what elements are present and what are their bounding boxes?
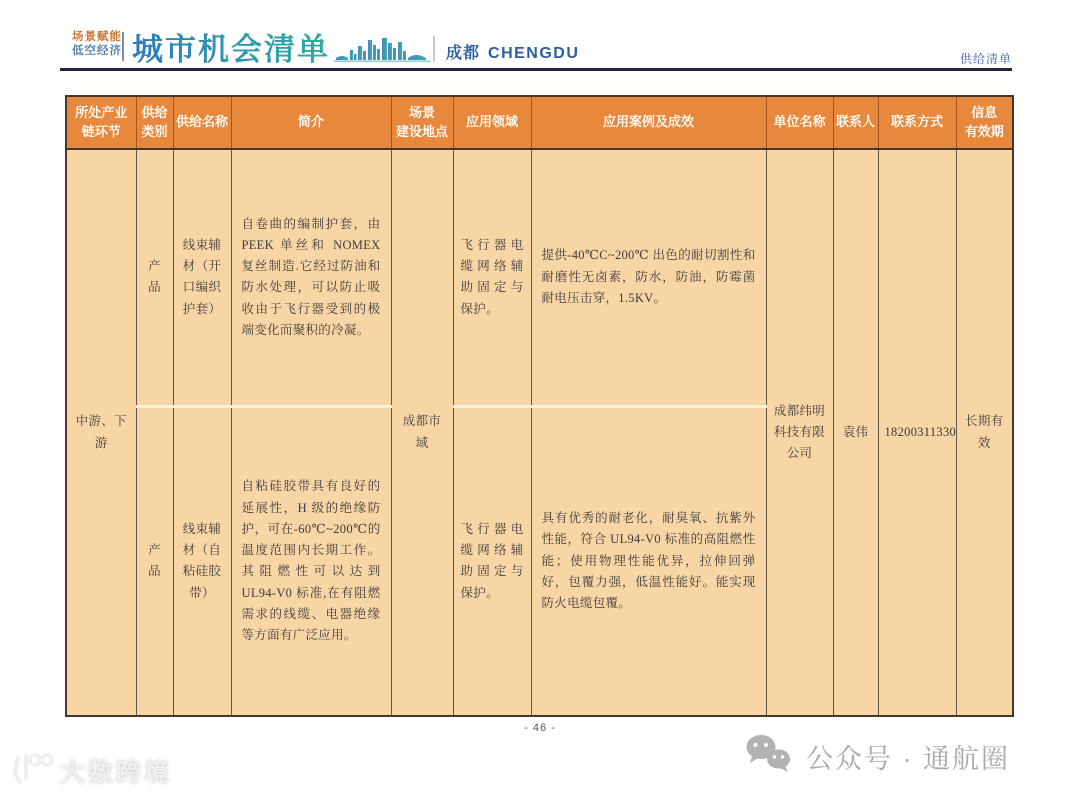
cell-contact-person: 袁伟	[833, 149, 878, 716]
col-header-application-field: 应用领域	[453, 96, 531, 149]
col-header-supply-category: 供给 类别	[136, 96, 173, 149]
col-header-supply-name: 供给名称	[173, 96, 231, 149]
brand-tagline-line1: 场景赋能	[72, 31, 122, 43]
brand-tagline	[72, 30, 122, 58]
cell-intro-row1: 自卷曲的编制护套，由 PEEK 单丝和 NOMEX 复丝制造.它经过防油和防水处理，可以防止吸收由于飞行器受到的极端变化而聚积的冷凝。	[231, 149, 391, 406]
col-header-application-case: 应用案例及成效	[531, 96, 766, 149]
watermark	[8, 748, 172, 793]
cell-supply-name-row1: 线束辅材（开口编织护套）	[173, 149, 231, 406]
list-type-label: 供给清单	[959, 52, 1012, 66]
header-rule	[60, 68, 1012, 71]
city-divider	[433, 36, 435, 62]
table-row	[66, 149, 1013, 406]
watermark-text: 大数跨境	[60, 758, 173, 787]
page-number: - 46 -	[524, 722, 556, 734]
table-header-row	[66, 96, 1013, 149]
cell-category-row1: 产品	[136, 149, 173, 406]
cell-industry-chain: 中游、下游	[66, 149, 136, 716]
city-name-en: CHENGDU	[488, 45, 580, 62]
col-header-contact-person: 联系人	[833, 96, 878, 149]
opportunity-table	[65, 95, 1014, 717]
page-title: 城市机会清单	[132, 24, 330, 69]
brand-tagline-line2: 低空经济	[72, 45, 122, 57]
city-name-cn: 成都	[446, 45, 481, 62]
wechat-account-label: 公众号 · 通航圈	[806, 744, 1010, 774]
cell-validity: 长期有效	[956, 149, 1013, 716]
city-name	[446, 40, 579, 63]
wechat-icon	[744, 733, 794, 780]
cell-application-field-row1: 飞行器电缆网络辅助固定与保护。	[453, 149, 531, 406]
col-header-org-name: 单位名称	[766, 96, 833, 149]
cell-application-case-row2: 具有优秀的耐老化，耐臭氧、抗紫外性能，符合 UL94-V0 标准的高阻燃性能；使用物理性能优异，拉伸回弹好，包覆力强，低温性能好。能实现防火电缆包覆。	[531, 406, 766, 716]
wechat-account-banner	[744, 733, 1010, 780]
cell-category-row2: 产品	[136, 406, 173, 716]
cell-contact-phone: 18200311330	[878, 149, 956, 716]
cell-org-name: 成都纬明科技有限公司	[766, 149, 833, 716]
cell-application-field-row2: 飞行器电缆网络辅助固定与保护。	[453, 406, 531, 716]
city-skyline-icon	[334, 36, 430, 69]
cell-intro-row2: 自粘硅胶带具有良好的延展性，H 级的绝缘防护，可在-60℃~200℃的温度范围内长期工作。其阻燃性可以达到 UL94-V0 标准,在有阻燃需求的线缆、电器绝缘等方面有广泛应用。	[231, 406, 391, 716]
cell-application-case-row1: 提供-40℃C~200℃ 出色的耐切割性和耐磨性无卤素，防水，防油，防霉菌耐电压击穿，1.5KV。	[531, 149, 766, 406]
watermark-logo-icon	[8, 748, 54, 793]
col-header-industry-chain: 所处产业 链环节	[66, 96, 136, 149]
brand-divider	[122, 32, 124, 61]
col-header-scene-location: 场景 建设地点	[391, 96, 453, 149]
cell-location: 成都市域	[391, 149, 453, 716]
cell-supply-name-row2: 线束辅材（自粘硅胶带）	[173, 406, 231, 716]
col-header-contact-phone: 联系方式	[878, 96, 956, 149]
col-header-intro: 简介	[231, 96, 391, 149]
col-header-validity: 信息 有效期	[956, 96, 1013, 149]
